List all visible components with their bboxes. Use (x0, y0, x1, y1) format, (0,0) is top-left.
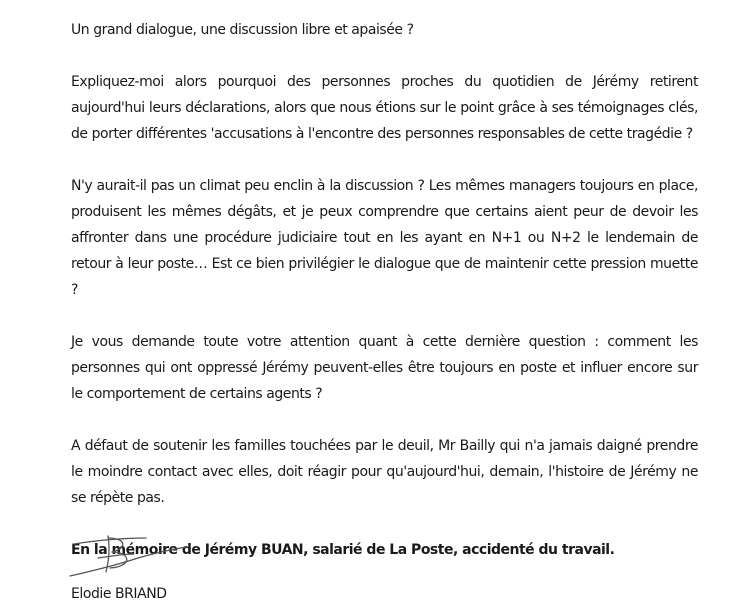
paragraph-question: Je vous demande toute votre attention quant à cette dernière question : comment les personnes qui ont oppressé Jérémy peuvent-elles être toujours en poste et influer encore sur le comportement de certains agents ? (71, 334, 698, 402)
letter-body (71, 17, 698, 607)
paragraph-climate: N'y aurait-il pas un climat peu enclin à la discussion ? Les mêmes managers toujours en place, produisent les mêmes dégâts, et je peux comprendre que certains aient peur de devoir les affronter dans une procédure judiciaire tout en les ayant en N+1 ou N+2 le lendemain de retour à leur poste… Est ce bien privilégier le dialogue que de maintenir cette pression muette ? (71, 178, 698, 298)
paragraph-declarations: Expliquez-moi alors pourquoi des personnes proches du quotidien de Jérémy retirent aujourd'hui leurs déclarations, alors que nous étions sur le point grâce à ses témoignages clés, de porter différentes 'accusations à l'encontre des personnes responsables de cette tragédie ? (71, 74, 698, 142)
handwritten-signature (68, 532, 188, 580)
memorial-line: En la mémoire de Jérémy BUAN, salarié de La Poste, accidenté du travail. (71, 542, 615, 558)
paragraph-opening: Un grand dialogue, une discussion libre et apaisée ? (71, 22, 414, 38)
author-name: Elodie BRIAND (71, 586, 167, 602)
paragraph-appeal: A défaut de soutenir les familles touchées par le deuil, Mr Bailly qui n'a jamais daigné prendre le moindre contact avec elles, doit réagir pour qu'aujourd'hui, demain, l'histoire de Jérémy ne se répète pas. (71, 438, 698, 506)
